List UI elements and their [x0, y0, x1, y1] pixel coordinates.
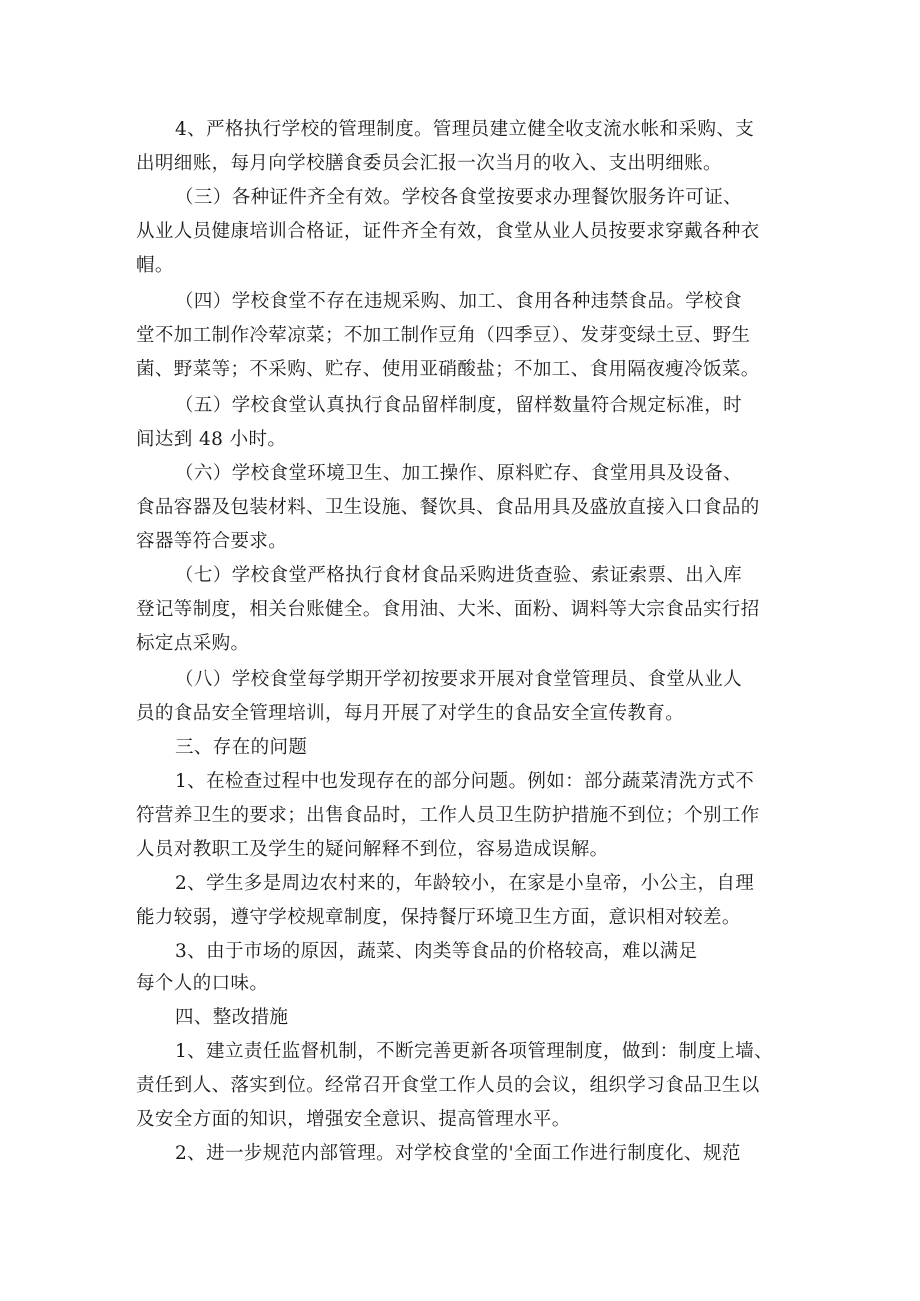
text-line: 食品容器及包装材料、卫生设施、餐饮具、食品用具及盛放直接入口食品的: [136, 497, 760, 518]
text-line: 2、学生多是周边农村来的，年龄较小，在家是小皇帝，小公主，自理: [175, 873, 755, 894]
text-line: 人员对教职工及学生的疑问解释不到位，容易造成误解。: [136, 839, 609, 860]
text-line: 菌、野菜等；不采购、贮存、使用亚硝酸盐；不加工、食用隔夜瘦冷饭菜。: [136, 359, 760, 380]
text-line: 能力较弱，遵守学校规章制度，保持餐厅环境卫生方面，意识相对较差。: [136, 907, 741, 928]
text-line: （八）学校食堂每学期开学初按要求开展对食堂管理员、食堂从业人: [175, 669, 743, 690]
text-line: 标定点采购。: [136, 633, 250, 654]
text-line: 符营养卫生的要求；出售食品时，工作人员卫生防护措施不到位；个别工作: [136, 805, 760, 826]
text-line: 间达到 48 小时。: [136, 429, 287, 450]
text-line: 每个人的口味。: [136, 973, 269, 994]
text-line: 1、在检查过程中也发现存在的部分问题。例如：部分蔬菜清洗方式不: [175, 771, 755, 792]
text-line: 及安全方面的知识，增强安全意识、提高管理水平。: [136, 1109, 571, 1130]
text-line: （六）学校食堂环境卫生、加工操作、原料贮存、食堂用具及设备、: [175, 463, 743, 484]
section-heading: 四、整改措施: [175, 1007, 289, 1028]
text-line: 出明细账，每月向学校膳食委员会汇报一次当月的收入、支出明细账。: [136, 153, 722, 174]
text-line: 3、由于市场的原因，蔬菜、肉类等食品的价格较高，难以满足: [175, 941, 698, 962]
text-line: 堂不加工制作冷荤凉菜；不加工制作豆角（四季豆）、发芽变绿土豆、野生: [136, 325, 751, 346]
text-line: （五）学校食堂认真执行食品留样制度，留样数量符合规定标准，时: [175, 395, 743, 416]
text-line: 登记等制度，相关台账健全。食用油、大米、面粉、调料等大宗食品实行招: [136, 599, 760, 620]
text-line: （四）学校食堂不存在违规采购、加工、食用各种违禁食品。学校食: [175, 291, 743, 312]
section-heading: 三、存在的问题: [175, 737, 308, 758]
text-line: 责任到人、落实到位。经常召开食堂工作人员的会议，组织学习食品卫生以: [136, 1075, 760, 1096]
text-line: 容器等符合要求。: [136, 531, 288, 552]
text-line: （七）学校食堂严格执行食材食品采购进货查验、索证索票、出入库: [175, 565, 743, 586]
text-line: 员的食品安全管理培训，每月开展了对学生的食品安全宣传教育。: [136, 703, 685, 724]
text-line: 4、严格执行学校的管理制度。管理员建立健全收支流水帐和采购、支: [175, 119, 755, 140]
text-line: 从业人员健康培训合格证，证件齐全有效，食堂从业人员按要求穿戴各种衣: [136, 221, 760, 242]
text-line: 1、建立责任监督机制，不断完善更新各项管理制度，做到：制度上墙、: [175, 1041, 774, 1062]
text-line: 帽。: [136, 255, 174, 276]
text-line: （三）各种证件齐全有效。学校各食堂按要求办理餐饮服务许可证、: [175, 187, 743, 208]
text-line: 2、进一步规范内部管理。对学校食堂的'全面工作进行制度化、规范: [175, 1143, 741, 1164]
